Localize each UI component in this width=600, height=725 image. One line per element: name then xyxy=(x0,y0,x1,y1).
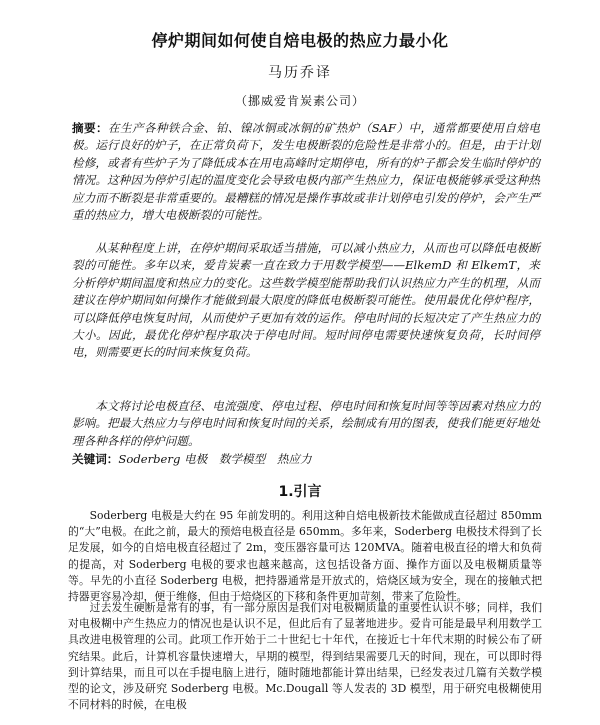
abstract-text: 在生产各种铁合金、铂、镍冰铜或冰铜的矿热炉（SAF）中，通常都要使用自焙电极。运行良好的炉子，在正常负荷下，发生电极断裂的危险性是非常小的。但是，由于计划检修，或者有些炉子为了降低成本在用电高峰时定期停电，所有的炉子都会发生临时停炉的情况。这种因为停炉引起的温度变化会导致电极内部产生热应力，保证电极能够承受这种热应力而不断裂是非常重要的。最糟糕的情况是操作事故或非计划停电引发的停炉，会产生严重的热应力，增大电极断裂的可能性。 xyxy=(72,121,540,223)
abstract xyxy=(72,120,540,224)
body-paragraph-1: Soderberg 电极是大约在 95 年前发明的。利用这种自焙电极新技术能做成直径超过 850mm 的“大”电极。在此之前，最大的预焙电极直径是 650mm。多年来，Soderberg 电极技术得到了长足发展，如今的自焙电极直径超过了 2m，变压器容量可达 120MVA。随着电极直径的增大和负荷的提高，对 Soderberg 电极的要求也越来越高，这包括设备方面、操作方面以及电极糊质量等等。早先的小直径 Soderberg 电极，把持器通常是开放式的，焙烧区域为安全，现在的接触式把持器更容易冷却，便于维修，但由于焙烧区的下移和条件更加苛刻，带来了危险性。 xyxy=(68,509,542,604)
abstract-label: 摘要： xyxy=(72,121,108,135)
author: 马历乔译 xyxy=(268,65,332,81)
section-heading: 1.引言 xyxy=(278,484,322,500)
affiliation: （挪威爱肯炭素公司） xyxy=(234,94,365,108)
body-paragraph-2: 过去发生硬断是常有的事，有一部分原因是我们对电极糊质量的重要性认识不够；同样，我们对电极糊中产生热应力的情况也是认识不足，但此后有了显著地进步。爱肯可能是最早利用数学工具改进电极管理的公司。此项工作开始于二十世纪七十年代，在接近七十年代末期的时候公布了研究结果。此后，计算机容量快速增大，早期的模型，得到结果需要几天的时间，现在，可以即时得到计算结果，而且可以在手提电脑上进行，随时随地都能计算出结果，已经发表过几篇有关数学模型的论文，涉及研究 Soderberg 电极。Mc.Dougall 等人发表的 3D 模型，用于研究电极糊使用不同材料的时候，在电极 xyxy=(68,601,542,712)
abstract-paragraph-2: 从某种程度上讲，在停炉期间采取适当措施，可以减小热应力，从而也可以降低电极断裂的可能性。多年以来，爱肯炭素一直在致力于用数学模型——ElkemD 和 ElkemT，来分析停炉期间温度和热应力的变化。这些数学模型能帮助我们认识热应力产生的机理，从而建议在停炉期间如何操作才能做到最大限度的降低电极断裂可能性。使用最优化停炉程序，可以降低停电恢复时间，从而使炉子更加有效的运作。停电时间的长短决定了产生热应力的大小。因此，最优化停炉程序取决于停电时间。短时间停电需要快速恢复负荷，长时间停电，则需要更长的时间来恢复负荷。 xyxy=(72,241,540,360)
paper-title: 停炉期间如何使自焙电极的热应力最小化 xyxy=(151,31,449,50)
keywords-label: 关键词： xyxy=(72,452,119,466)
keywords xyxy=(72,451,312,467)
abstract-paragraph-3: 本文将讨论电极直径、电流强度、停电过程、停电时间和恢复时间等等因素对热应力的影响。把最大热应力与停电时间和恢复时间的关系，绘制成有用的图表，使我们能更好地处理各种各样的停炉问题。 xyxy=(72,399,540,448)
keywords-text: Soderberg 电极 数学模型 热应力 xyxy=(118,452,312,466)
